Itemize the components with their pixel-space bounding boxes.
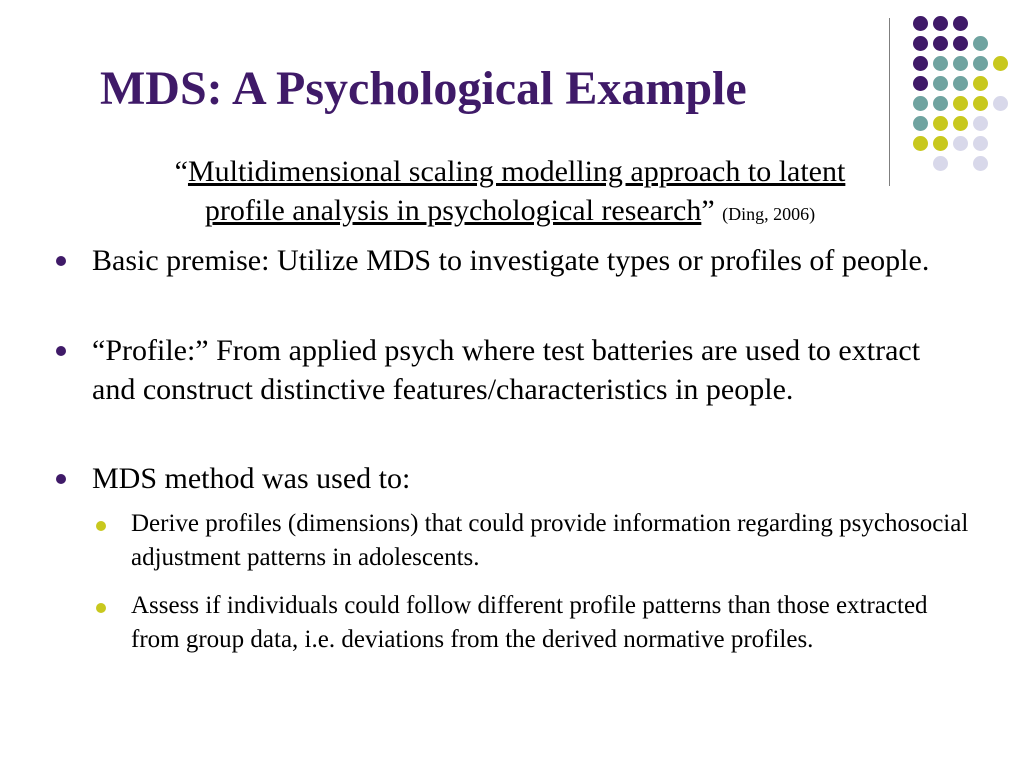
open-quote: “ <box>174 155 188 188</box>
bullet-text: “Profile:” From applied psych where test batteries are used to extract and construct distinctive features/characteristics in people. <box>92 334 921 406</box>
sub-bullet-item <box>131 589 971 657</box>
decorative-dot <box>913 96 928 111</box>
decorative-dot <box>973 36 988 51</box>
sub-bullet-dot-icon <box>96 521 106 531</box>
decorative-dot <box>933 136 948 151</box>
sub-bullet-dot-icon <box>96 603 106 613</box>
bullet-item <box>92 241 932 280</box>
decorative-dot <box>933 76 948 91</box>
bullet-item <box>92 459 932 498</box>
decorative-dot <box>973 156 988 171</box>
decorative-dot <box>913 76 928 91</box>
decorative-dot <box>933 16 948 31</box>
bullet-dot-icon <box>56 256 66 266</box>
slide-title: MDS: A Psychological Example <box>100 62 747 115</box>
paper-reference <box>80 152 940 234</box>
decorative-dot <box>913 16 928 31</box>
decorative-dot <box>953 16 968 31</box>
bullet-text: MDS method was used to: <box>92 462 411 495</box>
decorative-dot <box>973 96 988 111</box>
decorative-dot <box>973 116 988 131</box>
bullet-item <box>92 331 932 409</box>
decorative-dot <box>933 36 948 51</box>
sub-bullet-text: Derive profiles (dimensions) that could provide information regarding psychosocial adjustment patterns in adolescents. <box>131 510 969 571</box>
decorative-dot <box>953 36 968 51</box>
close-quote: ” <box>701 194 715 227</box>
decorative-dot <box>953 56 968 71</box>
bullet-text: Basic premise: Utilize MDS to investigate types or profiles of people. <box>92 244 930 277</box>
decorative-dot <box>913 56 928 71</box>
decorative-dot <box>953 116 968 131</box>
decorative-dot <box>993 56 1008 71</box>
decorative-dot <box>913 36 928 51</box>
decorative-dot <box>953 136 968 151</box>
decorative-dot <box>933 96 948 111</box>
decorative-dot <box>933 56 948 71</box>
sub-bullet-item <box>131 507 971 575</box>
decorative-dot <box>993 96 1008 111</box>
paper-title-line-1: Multidimensional scaling modelling approach to latent <box>187 155 846 188</box>
bullet-dot-icon <box>56 474 66 484</box>
decorative-dot <box>973 56 988 71</box>
decorative-dot <box>933 116 948 131</box>
decorative-dot <box>913 116 928 131</box>
decorative-dot <box>913 136 928 151</box>
citation: (Ding, 2006) <box>722 204 816 224</box>
paper-title-line-2: profile analysis in psychological research <box>204 194 702 227</box>
decorative-dot <box>953 76 968 91</box>
bullet-dot-icon <box>56 346 66 356</box>
decorative-dot <box>953 96 968 111</box>
decorative-dot <box>973 76 988 91</box>
decorative-dot <box>973 136 988 151</box>
sub-bullet-text: Assess if individuals could follow different profile patterns than those extracted from group data, i.e. deviations from the derived normative profiles. <box>131 592 928 653</box>
